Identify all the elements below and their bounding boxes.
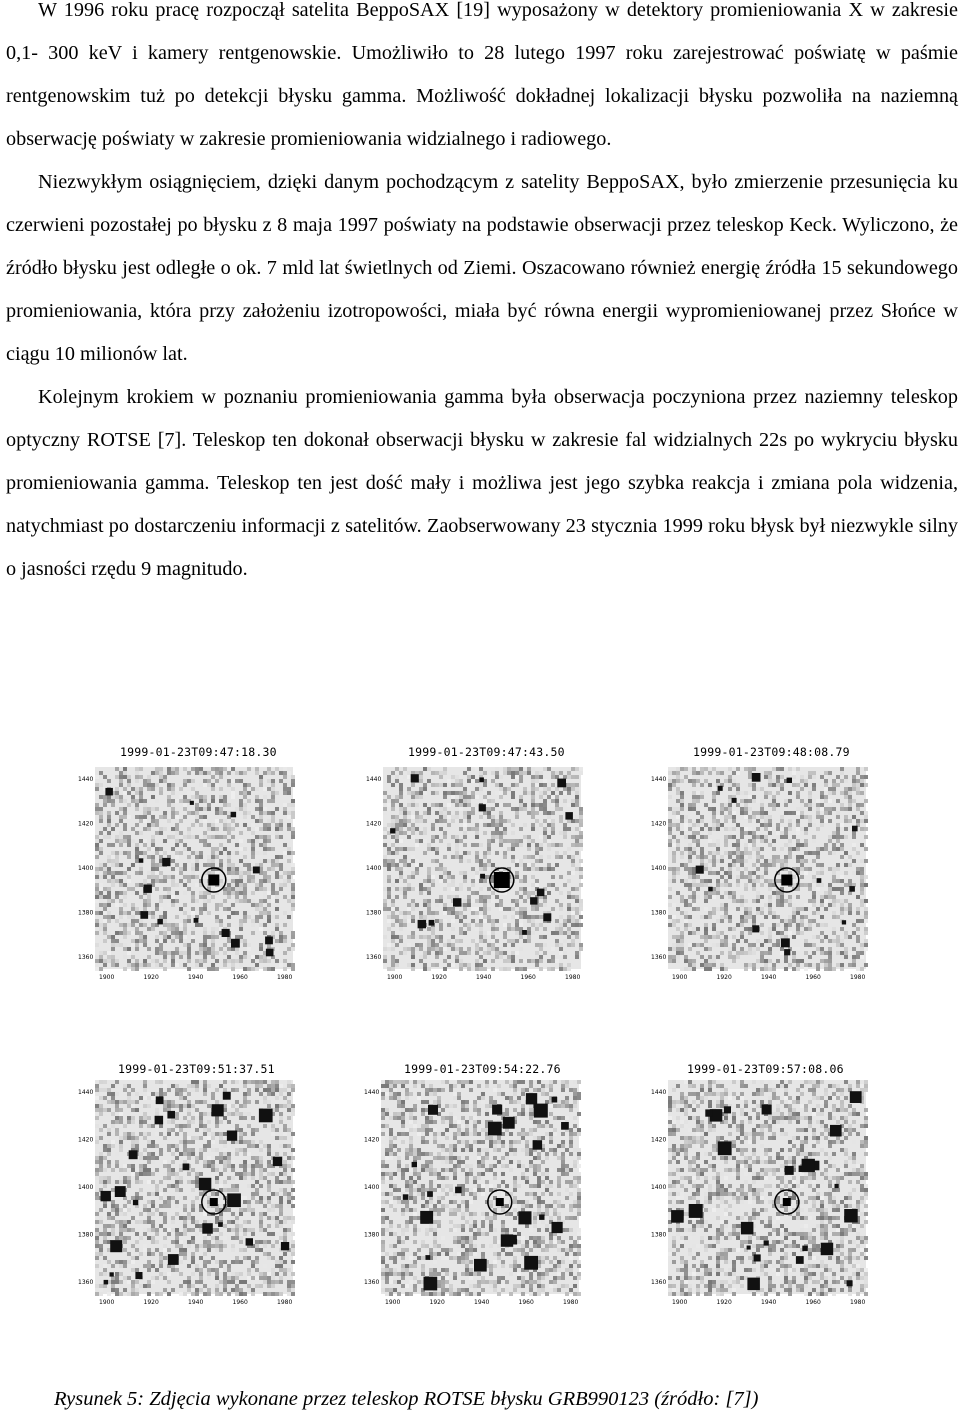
x-tick-label: 1960 xyxy=(520,974,536,981)
star xyxy=(844,1209,858,1223)
y-tick-label: 1400 xyxy=(651,865,667,872)
noise-pixels xyxy=(668,1080,868,1296)
star xyxy=(689,1204,703,1218)
y-tick-label: 1420 xyxy=(366,820,382,828)
noise-pixels xyxy=(381,1080,581,1296)
y-tick-label: 1380 xyxy=(651,1231,667,1239)
star xyxy=(561,1122,569,1130)
frame-timestamp: 1999-01-23T09:47:18.30 xyxy=(120,745,277,759)
star xyxy=(817,878,822,883)
star xyxy=(802,1159,815,1172)
star xyxy=(168,1254,179,1265)
plot-background xyxy=(381,1080,579,1294)
star xyxy=(418,920,426,928)
star xyxy=(202,1223,213,1234)
star xyxy=(784,949,790,955)
burst-marker-circle xyxy=(202,868,226,892)
star xyxy=(259,1109,273,1123)
burst-marker-circle xyxy=(202,1190,226,1214)
noise-pixels xyxy=(95,767,295,971)
star xyxy=(718,786,723,791)
star xyxy=(101,1191,111,1201)
star xyxy=(104,1280,109,1285)
x-tick-label: 1920 xyxy=(143,1299,159,1306)
y-tick-label: 1400 xyxy=(364,1184,380,1191)
star xyxy=(425,1255,430,1260)
star xyxy=(557,779,566,788)
burst-marker-circle xyxy=(488,1190,512,1214)
y-tick-label: 1380 xyxy=(651,909,667,917)
y-tick-label: 1380 xyxy=(78,1231,94,1239)
star xyxy=(167,1111,175,1119)
star xyxy=(524,1256,538,1270)
star xyxy=(135,1272,142,1279)
x-tick-label: 1900 xyxy=(99,1299,115,1306)
star xyxy=(752,773,761,782)
star xyxy=(501,1234,513,1246)
star xyxy=(830,1125,842,1137)
star xyxy=(403,1194,409,1200)
star xyxy=(222,929,230,937)
star xyxy=(802,1246,808,1252)
y-tick-label: 1360 xyxy=(651,954,667,961)
star xyxy=(281,1242,289,1250)
x-tick-label: 1900 xyxy=(672,974,688,981)
star xyxy=(732,798,737,803)
y-tick-label: 1420 xyxy=(78,820,94,828)
y-tick-label: 1440 xyxy=(366,776,382,783)
star xyxy=(510,1235,517,1242)
y-tick-label: 1440 xyxy=(651,1089,667,1096)
y-tick-label: 1360 xyxy=(78,954,94,961)
star xyxy=(227,1131,237,1141)
y-tick-label: 1380 xyxy=(364,1231,380,1239)
y-tick-label: 1400 xyxy=(366,865,382,872)
x-tick-label: 1920 xyxy=(716,1299,732,1306)
x-tick-label: 1960 xyxy=(232,974,248,981)
star xyxy=(754,1254,761,1261)
x-tick-label: 1960 xyxy=(805,1299,821,1306)
star xyxy=(427,1191,433,1197)
star xyxy=(110,1272,114,1276)
x-tick-label: 1900 xyxy=(99,974,115,981)
star xyxy=(764,1240,769,1245)
burst-marker-circle xyxy=(775,868,799,892)
x-tick-label: 1920 xyxy=(716,974,732,981)
y-tick-label: 1440 xyxy=(78,776,94,783)
paragraph-2: Niezwykłym osiągnięciem, dzięki danym pochodzącym z satelity BeppoSAX, było zmierzenie przesunięcia ku czerwieni pozostałej po błysku z 8 maja 1997 poświaty na podstawie obserwacji przez teleskop Keck. Wyliczono, że źródło błysku jest odległe o ok. 7 mld lat świetlnych od Ziemi. Oszacowano również energię źródła 15 sekundowego promieniowania, która przy założeniu izotropowości, miała być równa energii wypromieniowanej przez Słońce w ciągu 10 milionów lat. xyxy=(6,171,958,365)
star xyxy=(537,889,545,897)
star xyxy=(796,1256,804,1264)
star xyxy=(534,1104,548,1118)
x-tick-label: 1900 xyxy=(385,1299,401,1306)
star xyxy=(539,1215,544,1220)
star xyxy=(835,1184,839,1188)
noise-pixels xyxy=(668,767,868,971)
x-tick-label: 1980 xyxy=(563,1299,579,1306)
star xyxy=(110,1240,122,1252)
star xyxy=(503,1117,515,1129)
star xyxy=(718,1141,732,1155)
burst-source xyxy=(496,1198,504,1206)
star xyxy=(218,1222,223,1227)
noise-pixels xyxy=(383,767,583,971)
star xyxy=(762,1104,772,1114)
plot-background xyxy=(95,1080,293,1294)
star xyxy=(194,918,199,923)
star xyxy=(212,1104,224,1116)
star xyxy=(129,1150,138,1159)
x-tick-label: 1940 xyxy=(476,974,492,981)
x-tick-label: 1940 xyxy=(188,1299,204,1306)
star xyxy=(696,866,704,874)
frame-timestamp: 1999-01-23T09:48:08.79 xyxy=(693,745,850,759)
x-tick-label: 1940 xyxy=(474,1299,490,1306)
star xyxy=(155,1116,164,1125)
x-tick-label: 1960 xyxy=(805,974,821,981)
star xyxy=(265,937,273,945)
star xyxy=(420,1211,433,1224)
star xyxy=(724,1106,731,1113)
star xyxy=(522,930,527,935)
star xyxy=(105,788,113,796)
star xyxy=(455,1187,462,1194)
star xyxy=(223,1092,231,1100)
x-tick-label: 1980 xyxy=(850,1299,866,1306)
plot-background xyxy=(95,767,293,969)
star xyxy=(518,1211,531,1224)
x-tick-label: 1940 xyxy=(761,974,777,981)
x-tick-label: 1920 xyxy=(143,974,159,981)
star xyxy=(133,1200,138,1205)
paragraph-3: Kolejnym krokiem w poznaniu promieniowania gamma była obserwacja poczyniona przez naziemny teleskop optyczny ROTSE [7]. Teleskop ten dokonał obserwacji błysku w zakresie fal widzialnych 22s po wykryciu błysku promieniowania gamma. Teleskop ten jest dość mały i możliwa jest jego szybka reakcja i zmiana pola widzenia, natychmiast po dostarczeniu informacji z satelitów. Zaobserwowany 23 stycznia 1999 roku błysk był niezwykle silny o jasności rzędu 9 magnitudo. xyxy=(6,386,958,580)
star xyxy=(412,1162,417,1167)
y-tick-label: 1360 xyxy=(78,1279,94,1286)
star xyxy=(847,1280,853,1286)
burst-marker-circle xyxy=(490,868,514,892)
star xyxy=(156,1096,164,1104)
x-tick-label: 1960 xyxy=(518,1299,534,1306)
noise-pixels xyxy=(95,1080,295,1296)
star xyxy=(552,1222,563,1233)
star xyxy=(273,1157,282,1166)
star xyxy=(543,913,551,921)
x-tick-label: 1900 xyxy=(387,974,403,981)
y-tick-label: 1380 xyxy=(366,909,382,917)
x-tick-label: 1940 xyxy=(188,974,204,981)
frame-timestamp: 1999-01-23T09:57:08.06 xyxy=(687,1062,844,1076)
burst-marker-circle xyxy=(775,1190,799,1214)
star xyxy=(533,1140,543,1150)
y-tick-label: 1420 xyxy=(651,1136,667,1144)
star xyxy=(842,920,846,924)
star xyxy=(565,812,573,820)
star xyxy=(429,920,435,926)
star xyxy=(474,1259,487,1272)
star xyxy=(139,858,144,863)
y-tick-label: 1360 xyxy=(651,1279,667,1286)
plot-background xyxy=(668,1080,866,1294)
y-tick-label: 1400 xyxy=(78,865,94,872)
star xyxy=(785,878,792,885)
star xyxy=(852,826,858,832)
star xyxy=(183,1164,190,1171)
star xyxy=(479,804,486,811)
star xyxy=(480,874,485,879)
star xyxy=(552,1097,558,1103)
burst-source xyxy=(210,1198,218,1206)
x-tick-label: 1920 xyxy=(431,974,447,981)
y-tick-label: 1400 xyxy=(651,1184,667,1191)
star xyxy=(140,911,148,919)
star xyxy=(708,887,713,892)
star xyxy=(253,867,260,874)
plot-background xyxy=(668,767,866,969)
star xyxy=(710,1109,723,1122)
plot-background xyxy=(383,767,581,969)
star xyxy=(512,1239,518,1245)
star xyxy=(190,801,194,805)
burst-source xyxy=(208,875,219,886)
y-tick-label: 1420 xyxy=(364,1136,380,1144)
star xyxy=(227,1193,241,1207)
y-tick-label: 1440 xyxy=(651,776,667,783)
x-tick-label: 1900 xyxy=(672,1299,688,1306)
frame-timestamp: 1999-01-23T09:54:22.76 xyxy=(404,1062,561,1076)
x-tick-label: 1940 xyxy=(761,1299,777,1306)
x-tick-label: 1980 xyxy=(850,974,866,981)
y-tick-label: 1360 xyxy=(366,954,382,961)
frame-timestamp: 1999-01-23T09:47:43.50 xyxy=(408,745,565,759)
star xyxy=(492,1105,502,1115)
burst-source xyxy=(781,875,792,886)
y-tick-label: 1420 xyxy=(78,1136,94,1144)
star xyxy=(810,1161,820,1171)
y-tick-label: 1360 xyxy=(364,1279,380,1286)
star xyxy=(479,777,484,782)
star xyxy=(671,1210,684,1223)
star xyxy=(849,886,855,892)
star xyxy=(453,898,461,906)
star xyxy=(199,1178,211,1190)
x-tick-label: 1980 xyxy=(565,974,581,981)
star xyxy=(752,925,759,932)
star xyxy=(424,1277,438,1291)
star xyxy=(530,897,537,904)
star xyxy=(787,778,792,783)
star xyxy=(705,1109,712,1116)
star xyxy=(821,1243,834,1256)
star xyxy=(785,1166,794,1175)
star xyxy=(246,1238,253,1245)
star xyxy=(157,919,163,925)
frame-timestamp: 1999-01-23T09:51:37.51 xyxy=(118,1062,275,1076)
star xyxy=(162,858,170,866)
x-tick-label: 1920 xyxy=(429,1299,445,1306)
y-tick-label: 1440 xyxy=(364,1089,380,1096)
star xyxy=(231,812,237,818)
y-tick-label: 1440 xyxy=(78,1089,94,1096)
star xyxy=(266,949,274,957)
y-tick-label: 1380 xyxy=(78,909,94,917)
burst-source xyxy=(494,872,510,888)
star xyxy=(488,1122,502,1136)
star xyxy=(115,1186,126,1197)
figure-caption: Rysunek 5: Zdjęcia wykonane przez teleskop ROTSE błysku GRB990123 (źródło: [7]) xyxy=(54,1388,759,1410)
star xyxy=(747,1278,760,1291)
star xyxy=(390,828,395,833)
x-tick-label: 1960 xyxy=(232,1299,248,1306)
star xyxy=(850,1091,862,1103)
star xyxy=(526,1093,537,1104)
star xyxy=(799,1166,806,1173)
star xyxy=(781,938,790,947)
paragraph-1: W 1996 roku pracę rozpoczął satelita BeppoSAX [19] wyposażony w detektory promieniowania X w zakresie 0,1- 300 keV i kamery rentgenowskie. Umożliwiło to 28 lutego 1997 roku zarejestrować poświatę w paśmie rentgenowskim tuż po detekcji błysku gamma. Możliwość dokładnej lokalizacji błysku pozwoliła na naziemną obserwację poświaty w zakresie promieniowania widzialnego i radiowego. xyxy=(6,0,958,150)
burst-source xyxy=(783,1198,791,1206)
y-tick-label: 1420 xyxy=(651,820,667,828)
star xyxy=(741,1222,754,1235)
star xyxy=(144,885,152,893)
star xyxy=(231,939,240,948)
y-tick-label: 1400 xyxy=(78,1184,94,1191)
star xyxy=(747,1246,751,1250)
x-tick-label: 1980 xyxy=(277,1299,293,1306)
star xyxy=(428,1105,438,1115)
x-tick-label: 1980 xyxy=(277,974,293,981)
star xyxy=(411,774,419,782)
